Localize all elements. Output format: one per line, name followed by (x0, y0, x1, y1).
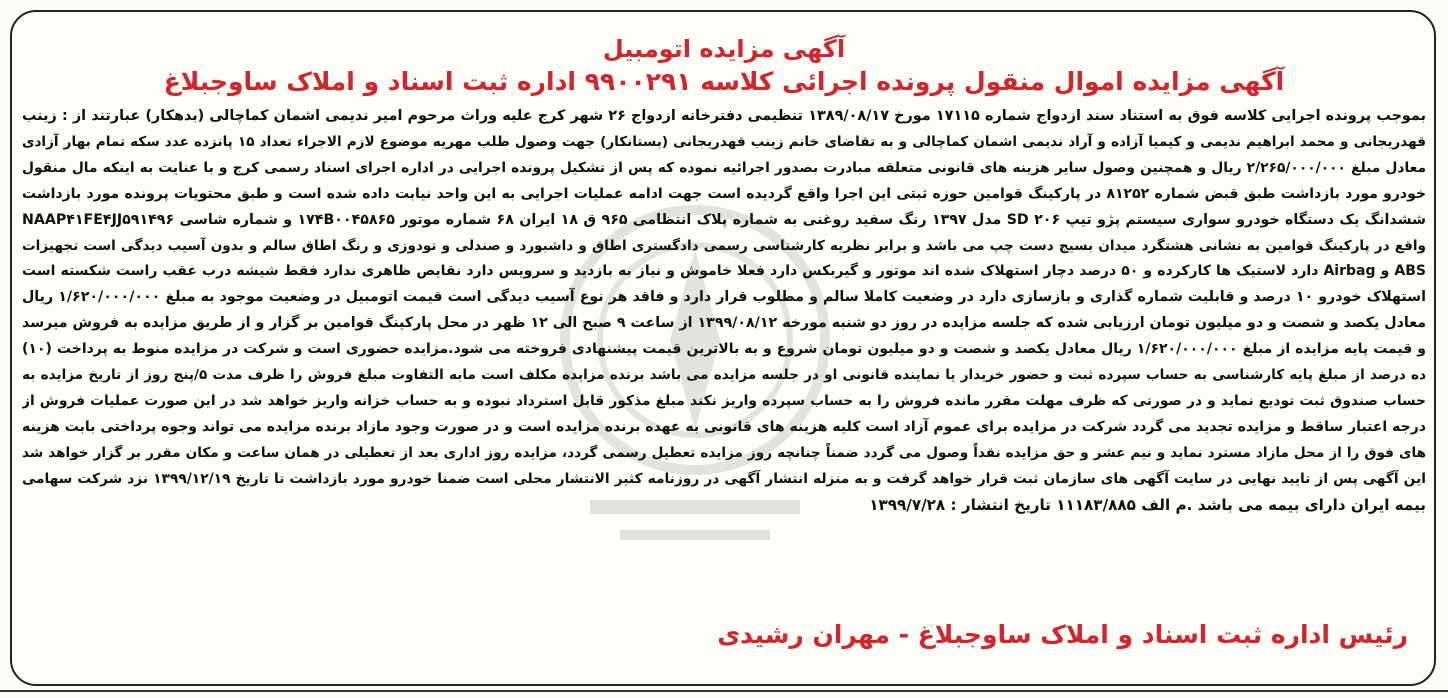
notice-title: آگهی مزایده اتومبیل (602, 35, 846, 63)
body-line: قهدریجانی و محمد ابراهیم ندیمی و کیمیا آزاده و آراد ندیمی اشمان کماچالی و به تقاضای خانم زینب قهدریجانی (بستانکار) جهت وصول طلب مهریه موضوع لازم الاجراء تعداد ۱۵ پانزده عدد سکه تمام بهار آزادی (22, 133, 1426, 150)
body-line: های فوق را از محل مازاد مسترد نماید و نیم عشر و حق مزایده نقداً وصول می گردد ضمناً چنانچه روز مزایده تعطیل رسمی گردد، مزایده روز اداری بعد از تعطیلی در همان ساعت و مکان مقرر بر گزار خواهد شد (22, 444, 1426, 461)
body-line: ABS و Airbag دارد لاستیک ها کارکرده و ۵۰ درصد دچار استهلاک شده اند موتور و گیربکس دارد فعلا خاموش و نیاز به بازدید و سرویس دارد نقایص ظاهری ندارد فقط شیشه درب عقب راست شکسته است (22, 263, 1426, 280)
notice-subtitle: آگهی مزایده اموال منقول پرونده اجرائی کلاسه ۹۹۰۰۲۹۱ اداره ثبت اسناد و املاک ساوجبلاغ (163, 67, 1285, 96)
body-line: حساب صندوق ثبت تودیع نماید و در صورتی که ظرف مهلت مقرر مانده فروش را به حساب سپرده واریز نکند مبلغ مذکور قابل استرداد نبوده و به حساب خزانه واریز خواهد شد در این صورت عملیات فروش از (22, 392, 1426, 409)
body-line: معادل یکصد و شصت و دو میلیون تومان ارزیابی شده که جلسه مزایده در روز دو شنبه مورخه ۱۳۹۹/۰۸/۱۲ از ساعت ۹ صبح الی ۱۲ ظهر در محل پارکینگ قوامین بر گزار و از طریق مزایده به فروش میرسد (22, 315, 1426, 332)
body-line: ده درصد از مبلغ پایه کارشناسی به حساب سپرده ثبت و حضور خریدار یا نماینده قانونی او در جلسه مزایده می باشد برنده مزایده مکلف است مابه التفاوت مبلغ فروش را ظرف مدت ۵/پنج روز از تاریخ مزایده به (22, 367, 1426, 384)
body-line: و قیمت پایه مزایده از مبلغ ۱/۶۲۰/۰۰۰/۰۰۰ ریال معادل یکصد و شصت و دو میلیون تومان شروع و به بالاترین قیمت پیشنهادی فروخته می شود.مزایده حضوری است و شرکت در مزایده منوط به پرداخت (۱۰) (22, 341, 1426, 358)
signature-line: رئیس اداره ثبت اسناد و املاک ساوجبلاغ - مهران رشیدی (717, 620, 1408, 649)
body-line: بیمه ایران دارای بیمه می باشد .م الف ۱۱۱۸۳/۸۸۵ تاریخ انتشار : ۱۳۹۹/۷/۲۸ (869, 495, 1426, 514)
body-line: خودرو مورد بازداشت طبق قبض شماره ۸۱۲۵۲ در پارکینگ قوامین حوزه ثبتی این اجرا واقع گردیده است جهت ادامه عملیات اجرایی به این واحد نیابت داده شده است و طبق محتویات پرونده مورد بازداشت (22, 185, 1426, 202)
body-line: درجه اعتبار ساقط و مزایده تجدید می گردد شرکت در مزایده برای عموم آزاد است کلیه هزینه های قانونی به عهده برنده مزایده است و در صورت وجود مازاد برنده مزایده می تواند وجوه پرداختی بابت هزینه (22, 418, 1426, 435)
body-line: استهلاک خودرو ۱۰ درصد و قابلیت شماره گذاری و بازسازی دارد در وضعیت کاملا سالم و مطلوب قرار دارد و فاقد هر نوع آسیب دیدگی است قیمت اتومبیل در وضعیت موجود به مبلغ ۱/۶۲۰/۰۰۰/۰۰۰ ریال (22, 289, 1426, 306)
bottom-divider (0, 690, 1448, 692)
body-line: بموجب پرونده اجرایی کلاسه فوق به استناد سند ازدواج شماره ۱۷۱۱۵ مورخ ۱۳۸۹/۰۸/۱۷ تنظیمی دفترخانه ازدواج ۲۶ شهر کرج علیه وراث مرحوم امیر ندیمی اشمان کماچالی (بدهکار) عبارتند از : زینب (22, 108, 1426, 124)
notice-body (22, 104, 1426, 519)
body-line: این آگهی پس از تایید نهایی در سایت آگهی های سازمان ثبت قرار خواهد گرفت و به منزله انتشار آگهی در روزنامه کثیر الانتشار محلی است ضمنا خودرو مورد بازداشت تا تاریخ ۱۳۹۹/۱۲/۱۹ نزد شرکت سهامی (22, 470, 1426, 487)
body-line: معادل مبلغ ۲/۲۶۵/۰۰۰/۰۰۰ ریال و همچنین وصول سایر هزینه های قانونی متعلقه مبادرت بصدور اجرائیه نموده که پس از تشکیل پرونده اجرایی در اداره اجرای اسناد رسمی کرج و با عنایت به اینکه مال منقول (22, 159, 1426, 176)
body-line: ششدانگ یک دستگاه خودرو سواری سیستم پژو تیپ ۲۰۶ SD مدل ۱۳۹۷ رنگ سفید روغنی به شماره پلاک انتظامی ۹۶۵ ق ۱۸ ایران ۶۸ شماره موتور ۱۷۴B۰۰۴۵۸۶۵ و شماره شاسی NAAP۴۱FE۴JJ۵۹۱۴۹۶ (22, 211, 1426, 228)
body-line: واقع در پارکینگ قوامین به نشانی هشتگرد میدان بسیج دست چپ می باشد و برابر نظریه کارشناسی رسمی دادگستری اطاق و داشبورد و صندلی و تودوزی و رنگ اطاق سالم و بدون آسیب دیدگی است تجهیزات (22, 237, 1426, 254)
